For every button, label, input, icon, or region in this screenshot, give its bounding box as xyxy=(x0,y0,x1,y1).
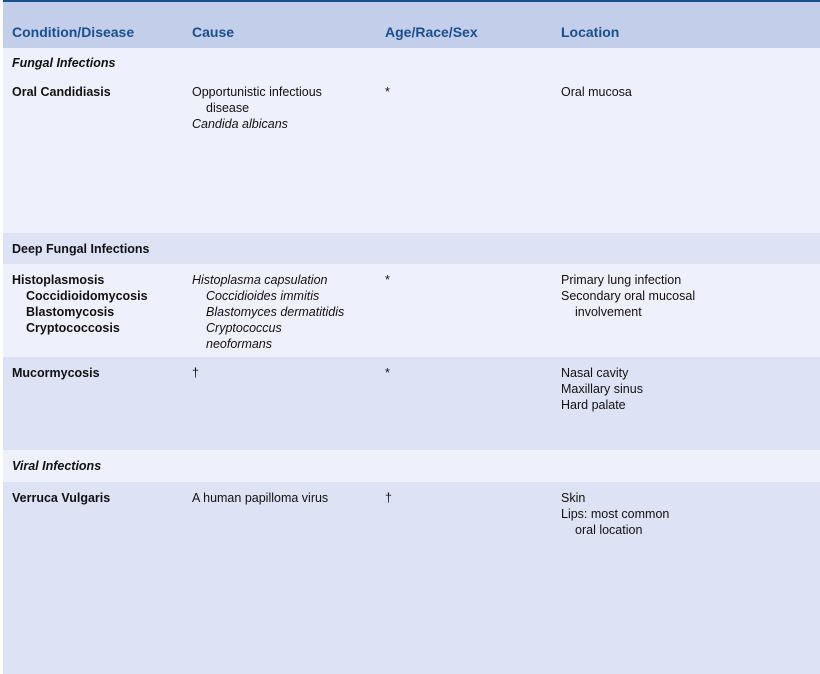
cause-line: Blastomyces dermatitidis xyxy=(206,305,345,319)
header-location: Location xyxy=(561,24,620,40)
table-row xyxy=(3,264,820,357)
location-cell xyxy=(561,365,643,413)
cause-line: Coccidioides immitis xyxy=(206,289,320,303)
section-deep-fungal-infections xyxy=(3,233,820,264)
location-line: oral location xyxy=(575,523,643,537)
table-row xyxy=(3,76,820,233)
location-cell xyxy=(561,272,695,320)
age-race-sex-cell: † xyxy=(385,491,392,505)
condition-cell: Verruca Vulgaris xyxy=(12,491,111,505)
cause-line: Cryptococcus xyxy=(206,321,282,335)
location-line: Hard palate xyxy=(561,398,626,412)
condition-line: Cryptococcosis xyxy=(26,321,120,335)
cause-line: neoformans xyxy=(206,337,273,351)
condition-cell xyxy=(12,272,148,336)
location-line: Secondary oral mucosal xyxy=(561,289,696,303)
condition-cell: Oral Candidiasis xyxy=(12,85,111,99)
header-condition: Condition/Disease xyxy=(12,24,135,40)
age-race-sex-cell: * xyxy=(385,85,390,99)
cause-line: disease xyxy=(206,101,250,115)
section-title: Fungal Infections xyxy=(12,56,116,70)
location-cell: Oral mucosa xyxy=(561,85,632,99)
condition-line: Blastomycosis xyxy=(26,305,115,319)
age-race-sex-cell: * xyxy=(385,273,390,287)
section-title: Viral Infections xyxy=(12,459,102,473)
cause-cell: † xyxy=(192,366,199,380)
section-title: Deep Fungal Infections xyxy=(12,242,150,256)
header-cause: Cause xyxy=(192,24,235,40)
condition-line: Histoplasmosis xyxy=(12,273,105,287)
condition-cell: Mucormycosis xyxy=(12,366,100,380)
cause-line: Opportunistic infectious xyxy=(192,85,322,99)
location-line: Maxillary sinus xyxy=(561,382,643,396)
location-line: involvement xyxy=(575,305,642,319)
condition-line: Coccidioidomycosis xyxy=(26,289,148,303)
cause-cell xyxy=(192,272,344,352)
location-cell xyxy=(561,490,669,538)
table-header-row xyxy=(3,2,820,48)
header-age-race-sex: Age/Race/Sex xyxy=(385,24,478,40)
table-row xyxy=(3,482,820,674)
location-line: Lips: most common xyxy=(561,507,670,521)
cause-line: Histoplasma capsulation xyxy=(192,273,328,287)
section-fungal-infections xyxy=(3,48,820,76)
location-line: Skin xyxy=(561,491,586,505)
age-race-sex-cell: * xyxy=(385,366,390,380)
disease-table xyxy=(3,0,820,672)
cause-cell xyxy=(192,84,322,132)
section-viral-infections xyxy=(3,450,820,482)
table-row xyxy=(3,357,820,450)
cause-line: Candida albicans xyxy=(192,117,288,131)
cause-cell: A human papilloma virus xyxy=(192,491,329,505)
location-line: Primary lung infection xyxy=(561,273,682,287)
location-line: Nasal cavity xyxy=(561,366,629,380)
